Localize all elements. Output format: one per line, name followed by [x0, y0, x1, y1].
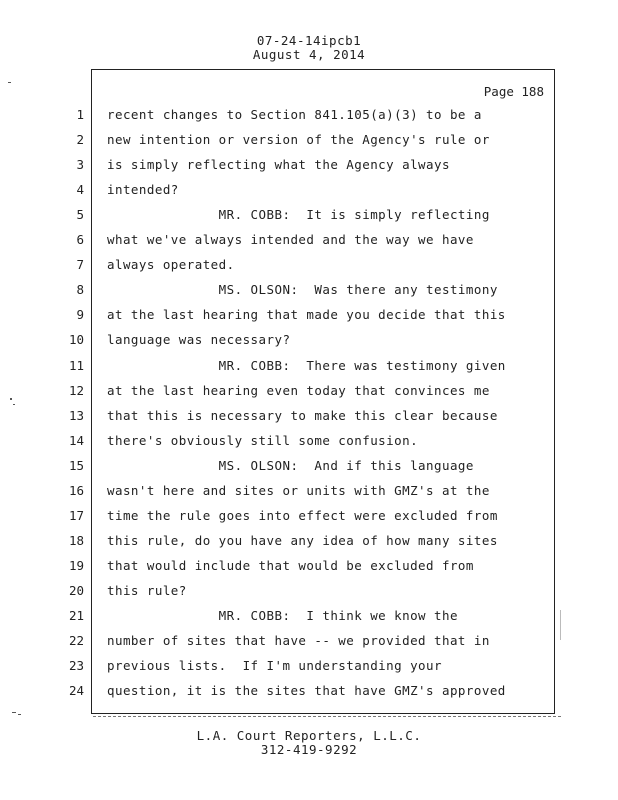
page-number: Page 188: [483, 84, 544, 99]
transcript-line: what we've always intended and the way we have: [107, 232, 474, 247]
transcript-line: that this is necessary to make this clear because: [107, 408, 498, 423]
line-number: 1: [76, 107, 84, 122]
transcript-line: language was necessary?: [107, 332, 291, 347]
transcript-line: this rule?: [107, 583, 187, 598]
line-number: 17: [68, 508, 84, 523]
transcript-line: MR. COBB: I think we know the: [107, 608, 458, 623]
transcript-line: wasn't here and sites or units with GMZ's at the: [107, 483, 490, 498]
scan-speck: [12, 712, 16, 713]
transcript-line: is simply reflecting what the Agency always: [107, 157, 450, 172]
line-number: 5: [76, 207, 84, 222]
transcript-line: at the last hearing that made you decide that this: [107, 307, 506, 322]
line-number: 2: [76, 132, 84, 147]
scan-speck: [10, 398, 12, 400]
footer-phone: 312-419-9292: [260, 742, 358, 757]
header-date: August 4, 2014: [252, 47, 366, 62]
scan-speck: [18, 714, 21, 715]
footer-reporter: L.A. Court Reporters, L.L.C.: [196, 728, 422, 743]
transcript-line: intended?: [107, 182, 179, 197]
header-file-id: 07-24-14ipcb1: [256, 33, 362, 48]
line-number: 11: [68, 358, 84, 373]
line-number: 8: [76, 282, 84, 297]
line-number: 10: [68, 332, 84, 347]
scan-speck: [13, 404, 15, 405]
line-number: 21: [68, 608, 84, 623]
line-number: 23: [68, 658, 84, 673]
line-number: 24: [68, 683, 84, 698]
transcript-line: MR. COBB: There was testimony given: [107, 358, 506, 373]
line-number: 4: [76, 182, 84, 197]
transcript-line: at the last hearing even today that convinces me: [107, 383, 490, 398]
line-number: 22: [68, 633, 84, 648]
transcript-line: number of sites that have -- we provided that in: [107, 633, 490, 648]
line-number: 7: [76, 257, 84, 272]
transcript-line: there's obviously still some confusion.: [107, 433, 419, 448]
line-number: 13: [68, 408, 84, 423]
line-number: 3: [76, 157, 84, 172]
transcript-line: that would include that would be excluded from: [107, 558, 474, 573]
transcript-line: this rule, do you have any idea of how many sites: [107, 533, 498, 548]
transcript-line: question, it is the sites that have GMZ's approved: [107, 683, 506, 698]
frame-bottom-edge: [93, 716, 561, 719]
transcript-line: time the rule goes into effect were excluded from: [107, 508, 498, 523]
line-number: 16: [68, 483, 84, 498]
line-number: 19: [68, 558, 84, 573]
transcript-line: MR. COBB: It is simply reflecting: [107, 207, 490, 222]
transcript-line: MS. OLSON: Was there any testimony: [107, 282, 498, 297]
transcript-line: always operated.: [107, 257, 235, 272]
transcript-line: previous lists. If I'm understanding your: [107, 658, 442, 673]
line-number: 6: [76, 232, 84, 247]
line-number: 14: [68, 433, 84, 448]
line-number: 12: [68, 383, 84, 398]
line-number: 20: [68, 583, 84, 598]
scan-speck: [560, 610, 561, 640]
line-number: 9: [76, 307, 84, 322]
line-number: 18: [68, 533, 84, 548]
line-number: 15: [68, 458, 84, 473]
scan-speck: [8, 82, 11, 83]
transcript-line: new intention or version of the Agency's rule or: [107, 132, 490, 147]
transcript-line: recent changes to Section 841.105(a)(3) to be a: [107, 107, 482, 122]
transcript-line: MS. OLSON: And if this language: [107, 458, 474, 473]
